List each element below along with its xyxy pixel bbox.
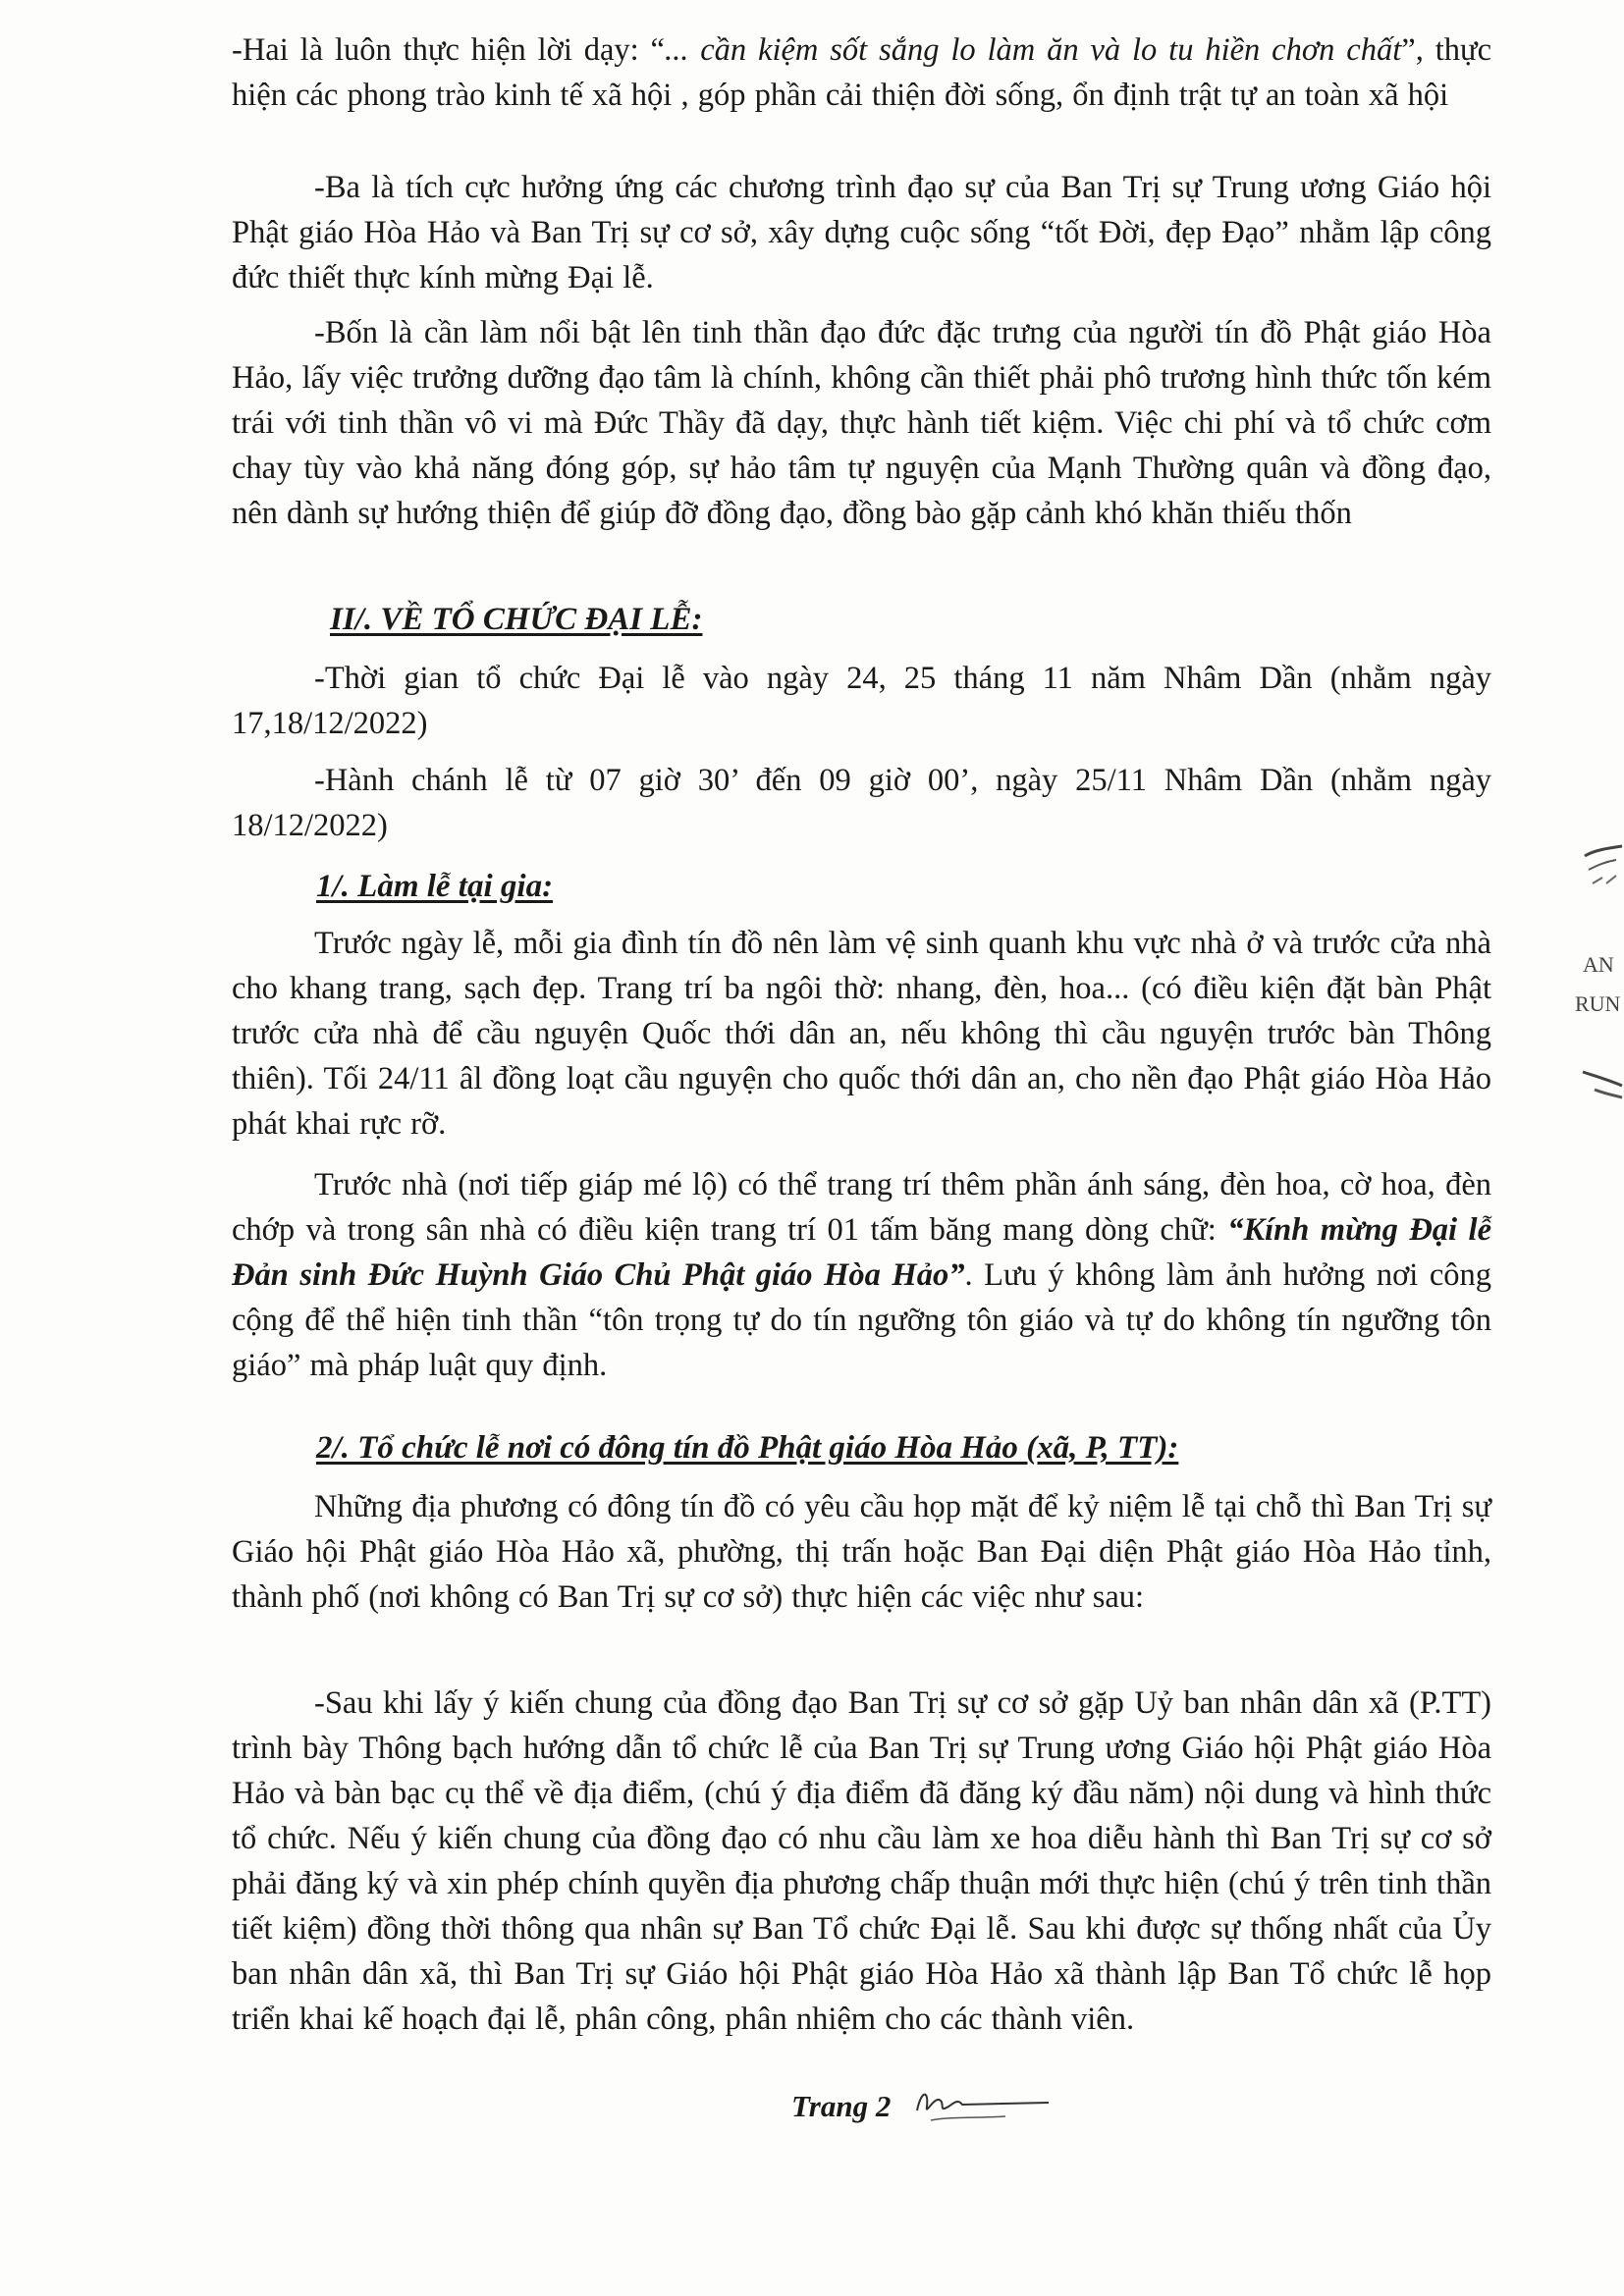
paragraph-trang-tri-tail: . Lưu ý không làm ảnh hưởng nơi công cộng để thể hiện tinh thần “tôn trọng tự do tín ngưỡng tôn giáo và tự do không tín ngưỡng tôn giáo” mà pháp luật quy định. <box>232 1257 1491 1383</box>
stamp-text-an: AN <box>1583 952 1614 977</box>
paragraph-trang-tri-lead: Trước nhà (nơi tiếp giáp mé lộ) có thể trang trí thêm phần ánh sáng, đèn hoa, cờ hoa, đèn chớp và trong sân nhà có điều kiện trang trí 01 tấm băng mang dòng chữ: <box>232 1167 1491 1248</box>
paragraph-sau-khi: -Sau khi lấy ý kiến chung của đồng đạo Ban Trị sự cơ sở gặp Uỷ ban nhân dân xã (P.TT) trình bày Thông bạch hướng dẫn tổ chức lễ của Ban Trị sự Trung ương Giáo hội Phật giáo Hòa Hảo và bàn bạc cụ thể về địa điểm, (chú ý địa điểm đã đăng ký đầu năm) nội dung và hình thức tổ chức. Nếu ý kiến chung của đồng đạo có nhu cầu làm xe hoa diễu hành thì Ban Trị sự cơ sở phải đăng ký và xin phép chính quyền địa phương chấp thuận mới thực hiện (chú ý trên tinh thần tiết kiệm) đồng thời thông qua nhân sự Ban Tổ chức Đại lễ. Sau khi được sự thống nhất của Ủy ban nhân dân xã, thì Ban Trị sự Giáo hội Phật giáo Hòa Hảo xã thành lập Ban Tổ chức lễ họp triển khai kế hoạch đại lễ, phân công, phân nhiệm cho các thành viên. <box>232 1685 1491 2037</box>
section-heading-lam-le-tai-gia: 1/. Làm lễ tại gia: <box>316 869 554 904</box>
quote-can-kiem: ... cần kiệm sốt sắng lo làm ăn và lo tu hiền chơn chất <box>665 32 1402 68</box>
section-heading-ii: II/. VỀ TỔ CHỨC ĐẠI LỄ: <box>330 602 703 637</box>
signature-initial <box>911 2081 1058 2130</box>
paragraph-trang-tri <box>232 1162 1491 1388</box>
banner-text: “Kính mừng Đại lễ Đản sinh Đức Huỳnh Giáo Chủ Phật giáo Hòa Hảo” <box>232 1212 1491 1293</box>
paragraph-thoi-gian: -Thời gian tổ chức Đại lễ vào ngày 24, 25 tháng 11 năm Nhâm Dần (nhằm ngày 17,18/12/2022) <box>232 661 1491 741</box>
paragraph-truoc-ngay-le: Trước ngày lễ, mỗi gia đình tín đồ nên làm vệ sinh quanh khu vực nhà ở và trước cửa nhà cho khang trang, sạch đẹp. Trang trí ba ngôi thờ: nhang, đèn, hoa... (có điều kiện đặt bàn Phật trước cửa nhà để cầu nguyện Quốc thới dân an, nếu không thì cầu nguyện trước bàn Thông thiên). Tối 24/11 âl đồng loạt cầu nguyện cho quốc thới dân an, cho nền đạo Phật giáo Hòa Hảo phát khai rực rỡ. <box>232 926 1491 1142</box>
paragraph-ba: -Ba là tích cực hưởng ứng các chương trình đạo sự của Ban Trị sự Trung ương Giáo hội Phật giáo Hòa Hảo và Ban Trị sự cơ sở, xây dựng cuộc sống “tốt Đời, đẹp Đạo” nhằm lập công đức thiết thực kính mừng Đại lễ. <box>232 170 1491 295</box>
paragraph-hanh-chanh: -Hành chánh lễ từ 07 giờ 30’ đến 09 giờ 00’, ngày 25/11 Nhâm Dần (nhằm ngày 18/12/2022) <box>232 763 1491 843</box>
section-heading-to-chuc-le: 2/. Tổ chức lễ nơi có đông tín đồ Phật giáo Hòa Hảo (xã, P, TT): <box>316 1430 1179 1466</box>
stamp-text-run: RUN <box>1575 991 1621 1016</box>
paragraph-nhung-dia-phuong: Những địa phương có đông tín đồ có yêu cầu họp mặt để kỷ niệm lễ tại chỗ thì Ban Trị sự Giáo hội Phật giáo Hòa Hảo xã, phường, thị trấn hoặc Ban Đại diện Phật giáo Hòa Hảo tỉnh, thành phố (nơi không có Ban Trị sự cơ sở) thực hiện các việc như sau: <box>232 1489 1491 1615</box>
stamp-fragment <box>1565 844 1624 1109</box>
paragraph-hai <box>232 27 1491 118</box>
paragraph-hai-lead: -Hai là luôn thực hiện lời dạy: “ <box>232 32 665 68</box>
page-number: Trang 2 <box>791 2089 892 2123</box>
paragraph-bon: -Bốn là cần làm nổi bật lên tinh thần đạo đức đặc trưng của người tín đồ Phật giáo Hòa Hảo, lấy việc trưởng dưỡng đạo tâm là chính, không cần thiết phải phô trương hình thức tốn kém trái với tinh thần vô vi mà Đức Thầy đã dạy, thực hành tiết kiệm. Việc chi phí và tổ chức cơm chay tùy vào khả năng đóng góp, sự hảo tâm tự nguyện của Mạnh Thường quân và đồng đạo, nên dành sự hướng thiện để giúp đỡ đồng đạo, đồng bào gặp cảnh khó khăn thiếu thốn <box>232 315 1491 531</box>
paragraph-hai-tail: ”, thực hiện các phong trào kinh tế xã hội , góp phần cải thiện đời sống, ổn định trật tự an toàn xã hội <box>232 32 1492 113</box>
